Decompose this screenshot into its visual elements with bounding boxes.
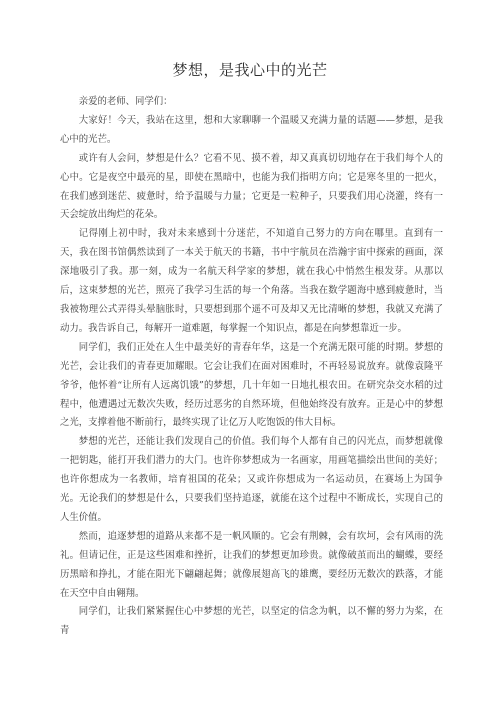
paragraph: 同学们，让我们紧紧握住心中梦想的光芒，以坚定的信念为帆，以不懈的努力为桨，在青 <box>60 606 443 637</box>
paragraph: 梦想的光芒，还能让我们发现自己的价值。我们每个人都有自己的闪光点，而梦想就像一把钥匙，能打开我们潜力的大门。也许你梦想成为一名画家，用画笔描绘出世间的美好；也许你想成为一名教师，培育祖国的花朵；又或许你想成为一名运动员，在赛场上为国争光。无论我们的梦想是什么，只要我们坚持追逐，就能在这个过程中不断成长，实现自己的人生价值。 <box>60 436 443 523</box>
salutation: 亲爱的老师、同学们： <box>78 96 173 107</box>
paragraph: 然而，追逐梦想的道路从来都不是一帆风顺的。它会有荆棘，会有坎坷，会有风雨的洗礼。但请记住，正是这些困难和挫折，让我们的梦想更加珍贵。就像破茧而出的蝴蝶，要经历黑暗和挣扎，才能在阳光下翩翩起舞；就像展翅高飞的雄鹰，要经历无数次的跌落，才能在天空中自由翱翔。 <box>60 530 443 599</box>
paragraph: 同学们，我们正处在人生中最美好的青春年华，这是一个充满无限可能的时期。梦想的光芒，会让我们的青春更加耀眼。它会让我们在面对困难时，不再轻易说放弃。就像袁隆平爷爷，他怀着“让所有人远离饥饿”的梦想，几十年如一日地扎根农田。在研究杂交水稻的过程中，他遭遇过无数次失败，经历过恶劣的自然环境，但他始终没有放弃。正是心中的梦想之光，支撑着他不断前行，最终实现了让亿万人吃饱饭的伟大目标。 <box>60 341 443 429</box>
paragraph: 大家好！今天，我站在这里，想和大家聊聊一个温暖又充满力量的话题——梦想，是我心中的光芒。 <box>60 114 443 145</box>
page-title: 梦想，是我心中的光芒 <box>172 61 328 79</box>
speech-body <box>60 93 443 641</box>
paragraph: 记得刚上初中时，我对未来感到十分迷茫，不知道自己努力的方向在哪里。直到有一天，我在图书馆偶然读到了一本关于航天的书籍，书中宇航员在浩瀚宇宙中探索的画面，深深地吸引了我。那一刻，成为一名航天科学家的梦想，就在我心中悄然生根发芽。从那以后，这束梦想的光芒，照亮了我学习生活的每一个角落。当我在数学题海中感到疲惫时，当我被物理公式弄得头晕脑胀时，只要想到那个遥不可及却又无比清晰的梦想，我就又充满了动力。我告诉自己，每解开一道难题，每掌握一个知识点，都是在向梦想靠近一步。 <box>60 228 443 334</box>
paragraph: 或许有人会问，梦想是什么？它看不见、摸不着，却又真真切切地存在于我们每个人的心中。它是夜空中最亮的星，即使在黑暗中，也能为我们指明方向；它是寒冬里的一把火，在我们感到迷茫、疲惫时，给予温暖与力量；它更是一粒种子，只要我们用心浇灌，终有一天会绽放出绚烂的花朵。 <box>60 152 443 221</box>
